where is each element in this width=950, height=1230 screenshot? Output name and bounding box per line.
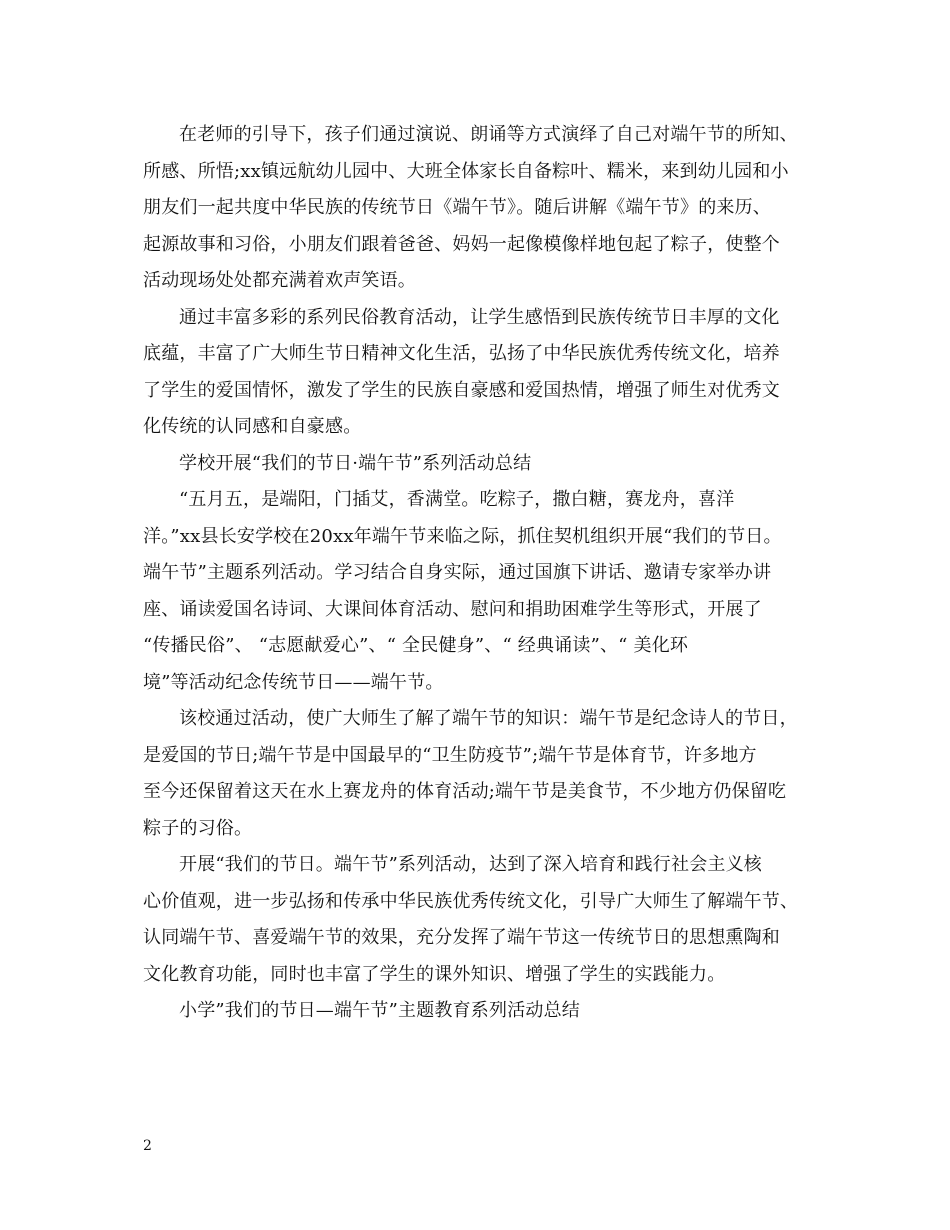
- text-line: 开展“我们的节日。端午节”系列活动，达到了深入培育和践行社会主义核: [179, 854, 763, 875]
- paragraph: [143, 701, 815, 847]
- text-line: 化传统的认同感和自豪感。: [143, 416, 362, 437]
- text-line: 所感、所悟;xx镇远航幼儿园中、大班全体家长自备粽叶、糯米，来到幼儿园和小: [143, 160, 789, 182]
- text-line: 活动现场处处都充满着欢声笑语。: [143, 270, 416, 291]
- page-number: 2: [143, 1138, 152, 1154]
- paragraph: [143, 847, 815, 993]
- heading-line: 小学”我们的节日—端午节”主题教育系列活动总结: [179, 1000, 581, 1021]
- paragraph: [143, 482, 815, 701]
- text-line: 文化教育功能，同时也丰富了学生的课外知识、增强了学生的实践能力。: [143, 963, 726, 985]
- paragraph: [143, 300, 815, 446]
- text-line: 该校通过活动，使广大师生了解了端午节的知识：端午节是纪念诗人的节日，: [179, 708, 798, 729]
- text-line: 起源故事和习俗，小朋友们跟着爸爸、妈妈一起像模像样地包起了粽子，使整个: [143, 233, 780, 255]
- text-line: “传播民俗”、 “志愿献爱心”、“ 全民健身”、“ 经典诵读”、“ 美化环: [143, 635, 689, 656]
- text-line: 是爱国的节日;端午节是中国最早的“卫生防疫节”;端午节是体育节，许多地方: [143, 744, 757, 766]
- text-line: 了学生的爱国情怀，激发了学生的民族自豪感和爱国热情，增强了师生对优秀文: [143, 379, 780, 401]
- text-line: 座、诵读爱国名诗词、大课间体育活动、慰问和捐助困难学生等形式，开展了: [143, 598, 762, 620]
- text-line: 在老师的引导下，孩子们通过演说、朗诵等方式演绎了自己对端午节的所知、: [179, 124, 798, 145]
- text-line: 通过丰富多彩的系列民俗教育活动，让学生感悟到民族传统节日丰厚的文化: [179, 306, 780, 328]
- text-line: 心价值观，进一步弘扬和传承中华民族优秀传统文化，引导广大师生了解端午节、: [143, 890, 799, 912]
- text-line: 洋。”xx县长安学校在20xx年端午节来临之际，抓住契机组织开展“我们的节日。: [143, 525, 782, 547]
- text-line: 端午节”主题系列活动。学习结合自身实际，通过国旗下讲话、邀请专家举办讲: [143, 562, 772, 583]
- text-line: 至今还保留着这天在水上赛龙舟的体育活动;端午节是美食节，不少地方仍保留吃: [143, 781, 787, 802]
- paragraph: [143, 117, 815, 300]
- heading-line: 学校开展“我们的节日·端午节”系列活动总结: [179, 452, 532, 474]
- text-line: 粽子的习俗。: [143, 817, 253, 839]
- text-line: 底蕴，丰富了广大师生节日精神文化生活，弘扬了中华民族优秀传统文化，培养: [143, 343, 780, 364]
- text-line: 认同端午节、喜爱端午节的效果，充分发挥了端午节这一传统节日的思想熏陶和: [143, 927, 780, 948]
- text-line: 朋友们一起共度中华民族的传统节日《端午节》。随后讲解《端午节》的来历、: [143, 197, 771, 218]
- text-line: 境”等活动纪念传统节日——端午节。: [143, 671, 444, 693]
- section-heading: [143, 446, 815, 483]
- document-body: [143, 117, 815, 1030]
- text-line: “五月五，是端阳，门插艾，香满堂。吃粽子，撒白糖，赛龙舟，喜洋: [179, 489, 735, 510]
- section-heading: [143, 993, 815, 1030]
